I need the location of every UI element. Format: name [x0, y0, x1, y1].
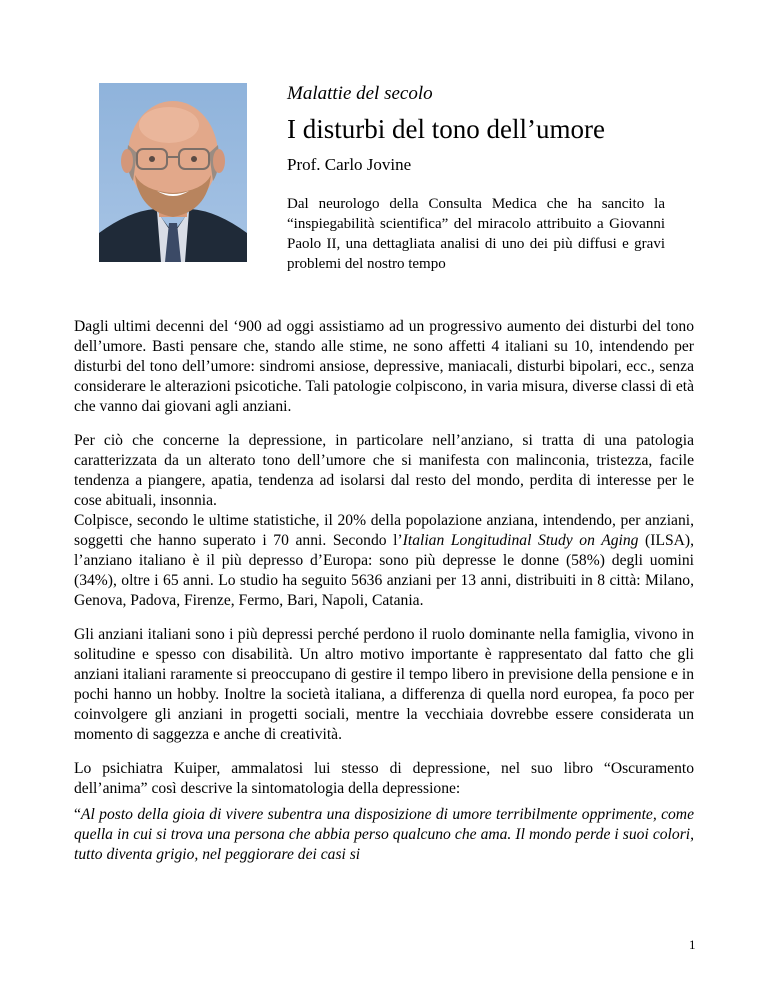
page-number: 1 [689, 937, 696, 952]
article-header [287, 82, 672, 274]
paragraph-1: Dagli ultimi decenni del ‘900 ad oggi assistiamo ad un progressivo aumento dei disturbi del tono dell’umore. Basti pensare che, stando alle stime, ne sono affetti 4 italiani su 10, intendendo per disturbi del tono dell’umore: sindromi ansiose, depressive, maniacali, disturbi bipolari, ecc., senza considerare le alterazioni psicotiche. Tali patologie colpiscono, in varia misura, diverse classi di età che vanno dai giovani agli anziani. [74, 318, 694, 415]
section-label: Malattie del secolo [287, 83, 433, 104]
paragraph-5: Lo psichiatra Kuiper, ammalatosi lui stesso di depressione, nel suo libro “Oscuramento dell’anima” così descrive la sintomatologia della depressione: [74, 760, 694, 797]
article-subtitle: Dal neurologo della Consulta Medica che ha sancito la “inspiegabilità scientifica” del miracolo attribuito a Giovanni Paolo II, una dettagliata analisi di uno dei più diffusi e gravi problemi del nostro tempo [287, 196, 665, 272]
quote-text: Al posto della gioia di vivere subentra una disposizione di umore terribilmente opprimente, come quella in cui si trova una persona che abbia perso qualcuno che ama. Il mondo perde i suoi colori, tutto diventa grigio, nel peggiorare dei casi si [74, 806, 694, 863]
paragraph-3-text-b: (ILSA), l’anziano italiano è il più depresso d’Europa: sono più depresse le donne (58%) degli uomini (34%), oltre i 65 anni. Lo studio ha seguito 5636 anziani per 13 anni, distribuiti in 8 città: Milano, Genova, Padova, Firenze, Fermo, Bari, Napoli, Catania. [74, 532, 694, 609]
study-name: Italian Longitudinal Study on Aging [402, 532, 639, 549]
paragraph-4: Gli anziani italiani sono i più depressi perché perdono il ruolo dominante nella famiglia, vivono in solitudine e spesso con disabilità. Un altro motivo importante è rappresentato dal fatto che gli anziani italiani raramente si preoccupano di gestire il tempo libero in previsione della pensione e in pochi hanno un hobby. Inoltre la società italiana, a differenza di quella nord europea, fa poco per coinvolgere gli anziani in progetti sociali, mentre la vecchiaia dovrebbe essere considerata un momento di saggezza e anche di creatività. [74, 626, 694, 743]
article-body [74, 317, 694, 879]
paragraph-3-text-a: Colpisce, secondo le ultime statistiche, il 20% della popolazione anziana, intendendo, per anziani, soggetti che hanno superato i 70 anni. Secondo l’ [74, 512, 694, 549]
author-name: Prof. Carlo Jovine [287, 155, 412, 174]
paragraph-2: Per ciò che concerne la depressione, in particolare nell’anziano, si tratta di una patologia caratterizzata da un alterato tono dell’umore che si manifesta con malinconia, tristezza, facile tendenza a piangere, apatia, tendenza ad isolarsi dal resto del mondo, perdita di interesse per le cose abituali, insonnia. [74, 432, 694, 509]
article-title: I disturbi del tono dell’umore [287, 114, 605, 144]
paragraph-3 [74, 511, 694, 611]
author-portrait-image [99, 83, 247, 262]
quote-paragraph [74, 805, 694, 865]
quote-open-mark: “ [74, 806, 81, 823]
author-photo [99, 83, 247, 262]
